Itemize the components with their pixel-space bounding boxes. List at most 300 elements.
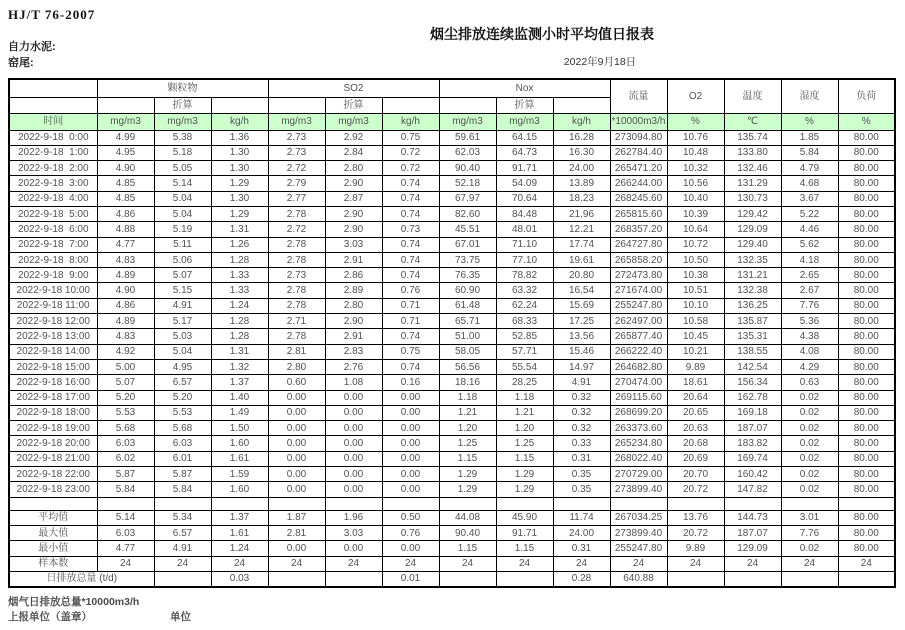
value-cell: 0.00 [382, 451, 439, 466]
value-cell: 0.60 [268, 375, 325, 390]
time-cell: 2022-9-18 11:00 [9, 298, 97, 313]
data-row [9, 252, 895, 267]
value-cell: 77.10 [496, 252, 553, 267]
value-cell: 1.61 [211, 525, 268, 540]
value-cell: 183.82 [724, 436, 781, 451]
value-cell: 268245.60 [610, 191, 667, 206]
summary-row [9, 525, 895, 540]
value-cell: 1.15 [439, 451, 496, 466]
value-cell: 80.00 [838, 298, 895, 313]
value-cell: 264682.80 [610, 359, 667, 374]
value-cell: 28.25 [496, 375, 553, 390]
unit-cell: *10000m3/h [610, 113, 667, 130]
time-cell: 2022-9-18 21:00 [9, 451, 97, 466]
converted-header: 折算 [154, 97, 211, 113]
value-cell: 1.32 [211, 359, 268, 374]
value-cell: 13.76 [667, 510, 724, 525]
value-cell: 1.37 [211, 510, 268, 525]
unit-cell: kg/h [382, 113, 439, 130]
value-cell: 15.69 [553, 298, 610, 313]
value-cell: 1.28 [211, 252, 268, 267]
unit-cell: mg/m3 [97, 113, 154, 130]
value-cell: 4.85 [97, 191, 154, 206]
value-cell: 90.40 [439, 525, 496, 540]
value-cell: 0.00 [382, 390, 439, 405]
report-date: 2022年9月18日 [563, 56, 637, 68]
time-cell: 2022-9-18 14:00 [9, 344, 97, 359]
daily-total-label: 日排放总量 (t/d) [9, 571, 154, 586]
value-cell: 265858.20 [610, 252, 667, 267]
value-cell: 160.42 [724, 467, 781, 482]
blank-cell [553, 497, 610, 510]
value-cell: 135.31 [724, 329, 781, 344]
value-cell: 0.72 [382, 161, 439, 176]
value-cell: 59.61 [439, 130, 496, 145]
value-cell: 2.78 [268, 206, 325, 221]
value-cell: 273899.40 [610, 525, 667, 540]
value-cell: 5.14 [97, 510, 154, 525]
value-cell: 268022.40 [610, 451, 667, 466]
value-cell: 265234.80 [610, 436, 667, 451]
value-cell: 0.31 [553, 451, 610, 466]
value-cell: 60.90 [439, 283, 496, 298]
value-cell: 5.07 [154, 268, 211, 283]
value-cell: 264727.80 [610, 237, 667, 252]
value-cell: 1.60 [211, 436, 268, 451]
time-cell: 2022-9-18 15:00 [9, 359, 97, 374]
value-cell: 1.21 [439, 405, 496, 420]
blank-cell [553, 97, 610, 113]
value-cell: 4.91 [154, 541, 211, 556]
value-cell: 1.36 [211, 130, 268, 145]
value-cell: 55.54 [496, 359, 553, 374]
value-cell: 24 [496, 556, 553, 571]
value-cell: 129.40 [724, 237, 781, 252]
page-title: 烟尘排放连续监测小时平均值日报表 [430, 26, 654, 42]
value-cell: 13.56 [553, 329, 610, 344]
value-cell: 4.08 [781, 344, 838, 359]
value-cell: 1.29 [496, 482, 553, 497]
data-row [9, 451, 895, 466]
value-cell: 0.74 [382, 191, 439, 206]
value-cell: 0.71 [382, 298, 439, 313]
value-cell: 12.21 [553, 222, 610, 237]
blank-row [9, 497, 895, 510]
time-cell: 2022-9-18 16:00 [9, 375, 97, 390]
value-cell: 268357.20 [610, 222, 667, 237]
value-cell: 20.69 [667, 451, 724, 466]
value-cell: 80.00 [838, 237, 895, 252]
value-cell: 80.00 [838, 436, 895, 451]
value-cell: 0.02 [781, 482, 838, 497]
value-cell: 80.00 [838, 467, 895, 482]
value-cell: 1.18 [439, 390, 496, 405]
value-cell: 1.49 [211, 405, 268, 420]
value-cell: 1.85 [781, 130, 838, 145]
report-table [8, 78, 896, 588]
value-cell: 0.02 [781, 451, 838, 466]
value-cell: 5.62 [781, 237, 838, 252]
kiln-label: 窑尾: [8, 57, 34, 69]
header-row-groups [9, 79, 895, 97]
value-cell: 5.87 [154, 467, 211, 482]
value-cell: 10.76 [667, 130, 724, 145]
time-cell: 2022-9-18 10:00 [9, 283, 97, 298]
value-cell: 10.48 [667, 145, 724, 160]
value-cell: 5.05 [154, 161, 211, 176]
value-cell: 5.04 [154, 191, 211, 206]
value-cell: 80.00 [838, 283, 895, 298]
data-row [9, 130, 895, 145]
value-cell: 0.71 [382, 314, 439, 329]
value-cell: 187.07 [724, 421, 781, 436]
value-cell: 1.87 [268, 510, 325, 525]
data-row [9, 329, 895, 344]
value-cell: 18.23 [553, 191, 610, 206]
value-cell: 0.00 [325, 467, 382, 482]
value-cell: 132.38 [724, 283, 781, 298]
value-cell: 2.73 [268, 130, 325, 145]
value-cell: 0.02 [781, 421, 838, 436]
value-cell: 5.36 [781, 314, 838, 329]
value-cell: 265815.60 [610, 206, 667, 221]
data-row [9, 237, 895, 252]
header-row-units [9, 113, 895, 130]
data-row [9, 436, 895, 451]
time-cell: 2022-9-18 19:00 [9, 421, 97, 436]
value-cell: 24 [553, 556, 610, 571]
time-cell: 2022-9-18 0:00 [9, 130, 97, 145]
value-cell: 156.34 [724, 375, 781, 390]
value-cell: 6.57 [154, 375, 211, 390]
value-cell: 0.00 [325, 436, 382, 451]
value-cell: 20.72 [667, 525, 724, 540]
value-cell: 2.65 [781, 268, 838, 283]
value-cell: 62.24 [496, 298, 553, 313]
value-cell: 1.18 [496, 390, 553, 405]
value-cell: 80.00 [838, 541, 895, 556]
value-cell: 1.40 [211, 390, 268, 405]
value-cell: 2.78 [268, 329, 325, 344]
value-cell: 5.06 [154, 252, 211, 267]
value-cell: 6.02 [97, 451, 154, 466]
value-cell: 24 [211, 556, 268, 571]
unit-cell: mg/m3 [154, 113, 211, 130]
blank-cell [9, 497, 97, 510]
value-cell: 272473.80 [610, 268, 667, 283]
value-cell [439, 571, 496, 586]
value-cell: 65.71 [439, 314, 496, 329]
value-cell: 5.15 [154, 283, 211, 298]
value-cell: 57.71 [496, 344, 553, 359]
value-cell: 270474.00 [610, 375, 667, 390]
value-cell: 2.77 [268, 191, 325, 206]
time-cell: 2022-9-18 18:00 [9, 405, 97, 420]
value-cell: 1.33 [211, 268, 268, 283]
value-cell: 82.60 [439, 206, 496, 221]
value-cell: 271674.00 [610, 283, 667, 298]
value-cell: 67.97 [439, 191, 496, 206]
value-cell: 2.91 [325, 329, 382, 344]
value-cell: 2.67 [781, 283, 838, 298]
value-cell: 2.89 [325, 283, 382, 298]
value-cell: 5.84 [97, 482, 154, 497]
data-row [9, 390, 895, 405]
summary-row [9, 556, 895, 571]
value-cell: 0.74 [382, 206, 439, 221]
value-cell: 7.76 [781, 525, 838, 540]
unit-cell: % [781, 113, 838, 130]
value-cell: 129.42 [724, 206, 781, 221]
value-cell: 80.00 [838, 510, 895, 525]
data-row [9, 298, 895, 313]
value-cell: 1.29 [211, 176, 268, 191]
blank-cell [97, 497, 154, 510]
value-cell: 54.09 [496, 176, 553, 191]
value-cell: 2.81 [268, 525, 325, 540]
value-cell: 20.64 [667, 390, 724, 405]
value-cell: 1.25 [439, 436, 496, 451]
value-cell [724, 571, 781, 586]
unit-cell: % [667, 113, 724, 130]
value-cell: 91.71 [496, 161, 553, 176]
value-cell: 10.40 [667, 191, 724, 206]
value-cell: 24 [154, 556, 211, 571]
time-cell: 2022-9-18 8:00 [9, 252, 97, 267]
value-cell: 1.33 [211, 283, 268, 298]
data-row [9, 482, 895, 497]
value-cell: 4.77 [97, 237, 154, 252]
value-cell: 4.99 [97, 130, 154, 145]
value-cell: 80.00 [838, 359, 895, 374]
data-row [9, 314, 895, 329]
value-cell: 1.30 [211, 145, 268, 160]
value-cell: 1.31 [211, 344, 268, 359]
value-cell: 3.01 [781, 510, 838, 525]
blank-cell [325, 497, 382, 510]
summary-label: 最大值 [9, 525, 97, 540]
value-cell: 1.28 [211, 314, 268, 329]
value-cell: 2.80 [325, 161, 382, 176]
summary-label: 最小值 [9, 541, 97, 556]
value-cell: 80.00 [838, 252, 895, 267]
value-cell: 0.74 [382, 268, 439, 283]
value-cell [154, 571, 211, 586]
value-cell: 3.03 [325, 237, 382, 252]
value-cell: 5.18 [154, 145, 211, 160]
table-body [9, 130, 895, 587]
value-cell: 130.73 [724, 191, 781, 206]
value-cell: 2.71 [268, 314, 325, 329]
blank-cell [496, 497, 553, 510]
value-cell: 270729.00 [610, 467, 667, 482]
value-cell: 2.76 [325, 359, 382, 374]
value-cell: 24 [439, 556, 496, 571]
header-load: 负荷 [838, 79, 895, 113]
value-cell: 80.00 [838, 145, 895, 160]
value-cell: 1.15 [439, 541, 496, 556]
summary-label: 平均值 [9, 510, 97, 525]
data-row [9, 222, 895, 237]
value-cell: 0.74 [382, 237, 439, 252]
time-cell: 2022-9-18 3:00 [9, 176, 97, 191]
data-row [9, 191, 895, 206]
blank-cell [382, 497, 439, 510]
value-cell: 262784.40 [610, 145, 667, 160]
value-cell: 1.37 [211, 375, 268, 390]
value-cell: 21.96 [553, 206, 610, 221]
value-cell: 45.51 [439, 222, 496, 237]
value-cell: 4.68 [781, 176, 838, 191]
value-cell: 132.35 [724, 252, 781, 267]
unit-cell: mg/m3 [325, 113, 382, 130]
value-cell: 5.53 [154, 405, 211, 420]
blank-cell [154, 497, 211, 510]
value-cell: 0.76 [382, 525, 439, 540]
value-cell: 136.25 [724, 298, 781, 313]
value-cell: 24 [724, 556, 781, 571]
blank-cell [439, 97, 496, 113]
value-cell: 0.00 [268, 421, 325, 436]
value-cell: 24 [97, 556, 154, 571]
blank-cell [9, 97, 97, 113]
value-cell: 67.01 [439, 237, 496, 252]
value-cell: 269115.60 [610, 390, 667, 405]
time-cell: 2022-9-18 13:00 [9, 329, 97, 344]
value-cell: 80.00 [838, 191, 895, 206]
value-cell: 142.54 [724, 359, 781, 374]
value-cell: 4.89 [97, 314, 154, 329]
value-cell: 266222.40 [610, 344, 667, 359]
value-cell: 4.38 [781, 329, 838, 344]
data-row [9, 421, 895, 436]
value-cell: 71.10 [496, 237, 553, 252]
value-cell: 20.63 [667, 421, 724, 436]
value-cell: 10.58 [667, 314, 724, 329]
value-cell: 0.32 [553, 405, 610, 420]
value-cell: 10.10 [667, 298, 724, 313]
value-cell: 135.74 [724, 130, 781, 145]
value-cell: 0.00 [382, 482, 439, 497]
value-cell: 24 [838, 556, 895, 571]
value-cell: 0.63 [781, 375, 838, 390]
blank-cell [211, 97, 268, 113]
value-cell: 144.73 [724, 510, 781, 525]
value-cell: 0.00 [382, 405, 439, 420]
value-cell: 0.00 [325, 451, 382, 466]
value-cell: 24 [781, 556, 838, 571]
data-row [9, 145, 895, 160]
value-cell: 132.46 [724, 161, 781, 176]
value-cell: 80.00 [838, 482, 895, 497]
value-cell: 4.90 [97, 283, 154, 298]
value-cell [325, 571, 382, 586]
value-cell: 3.67 [781, 191, 838, 206]
value-cell: 0.00 [325, 482, 382, 497]
value-cell: 5.84 [781, 145, 838, 160]
value-cell: 1.61 [211, 451, 268, 466]
value-cell: 80.00 [838, 344, 895, 359]
value-cell: 3.03 [325, 525, 382, 540]
value-cell: 265471.20 [610, 161, 667, 176]
value-cell: 10.50 [667, 252, 724, 267]
value-cell: 10.21 [667, 344, 724, 359]
value-cell: 68.33 [496, 314, 553, 329]
value-cell: 5.84 [154, 482, 211, 497]
value-cell: 5.04 [154, 344, 211, 359]
value-cell: 255247.80 [610, 541, 667, 556]
value-cell: 10.39 [667, 206, 724, 221]
value-cell: 1.96 [325, 510, 382, 525]
value-cell: 147.82 [724, 482, 781, 497]
value-cell: 2.79 [268, 176, 325, 191]
header-temperature: 温度 [724, 79, 781, 113]
time-cell: 2022-9-18 2:00 [9, 161, 97, 176]
value-cell: 45.90 [496, 510, 553, 525]
value-cell: 7.76 [781, 298, 838, 313]
value-cell: 10.51 [667, 283, 724, 298]
data-row [9, 467, 895, 482]
header-humidity: 湿度 [781, 79, 838, 113]
value-cell: 80.00 [838, 314, 895, 329]
value-cell: 2.90 [325, 314, 382, 329]
value-cell: 4.29 [781, 359, 838, 374]
value-cell: 0.33 [553, 436, 610, 451]
value-cell: 80.00 [838, 161, 895, 176]
blank-cell [724, 497, 781, 510]
value-cell: 16.54 [553, 283, 610, 298]
value-cell: 44.08 [439, 510, 496, 525]
value-cell [838, 571, 895, 586]
value-cell: 0.00 [382, 467, 439, 482]
value-cell: 0.32 [553, 390, 610, 405]
value-cell: 78.82 [496, 268, 553, 283]
value-cell: 16.30 [553, 145, 610, 160]
value-cell: 4.83 [97, 329, 154, 344]
value-cell: 131.29 [724, 176, 781, 191]
value-cell: 73.75 [439, 252, 496, 267]
value-cell: 80.00 [838, 222, 895, 237]
value-cell: 17.74 [553, 237, 610, 252]
value-cell: 80.00 [838, 268, 895, 283]
value-cell: 9.89 [667, 359, 724, 374]
value-cell: 1.24 [211, 298, 268, 313]
value-cell: 640.88 [610, 571, 667, 586]
value-cell: 10.38 [667, 268, 724, 283]
unit-cell: mg/m3 [439, 113, 496, 130]
value-cell: 5.19 [154, 222, 211, 237]
footer-reporting-unit: 上报单位（盖章） [8, 611, 92, 623]
footer-unit: 单位 [170, 611, 191, 623]
value-cell: 2.91 [325, 252, 382, 267]
value-cell [667, 571, 724, 586]
value-cell: 267034.25 [610, 510, 667, 525]
value-cell: 0.74 [382, 329, 439, 344]
value-cell: 19.61 [553, 252, 610, 267]
value-cell: 5.68 [97, 421, 154, 436]
header-flow: 流量 [610, 79, 667, 113]
value-cell: 5.11 [154, 237, 211, 252]
value-cell: 14.97 [553, 359, 610, 374]
value-cell: 51.00 [439, 329, 496, 344]
group-header-so2: SO2 [268, 79, 439, 97]
value-cell: 129.09 [724, 541, 781, 556]
value-cell: 0.00 [382, 541, 439, 556]
value-cell: 52.18 [439, 176, 496, 191]
blank-cell [667, 497, 724, 510]
value-cell: 80.00 [838, 375, 895, 390]
data-row [9, 283, 895, 298]
